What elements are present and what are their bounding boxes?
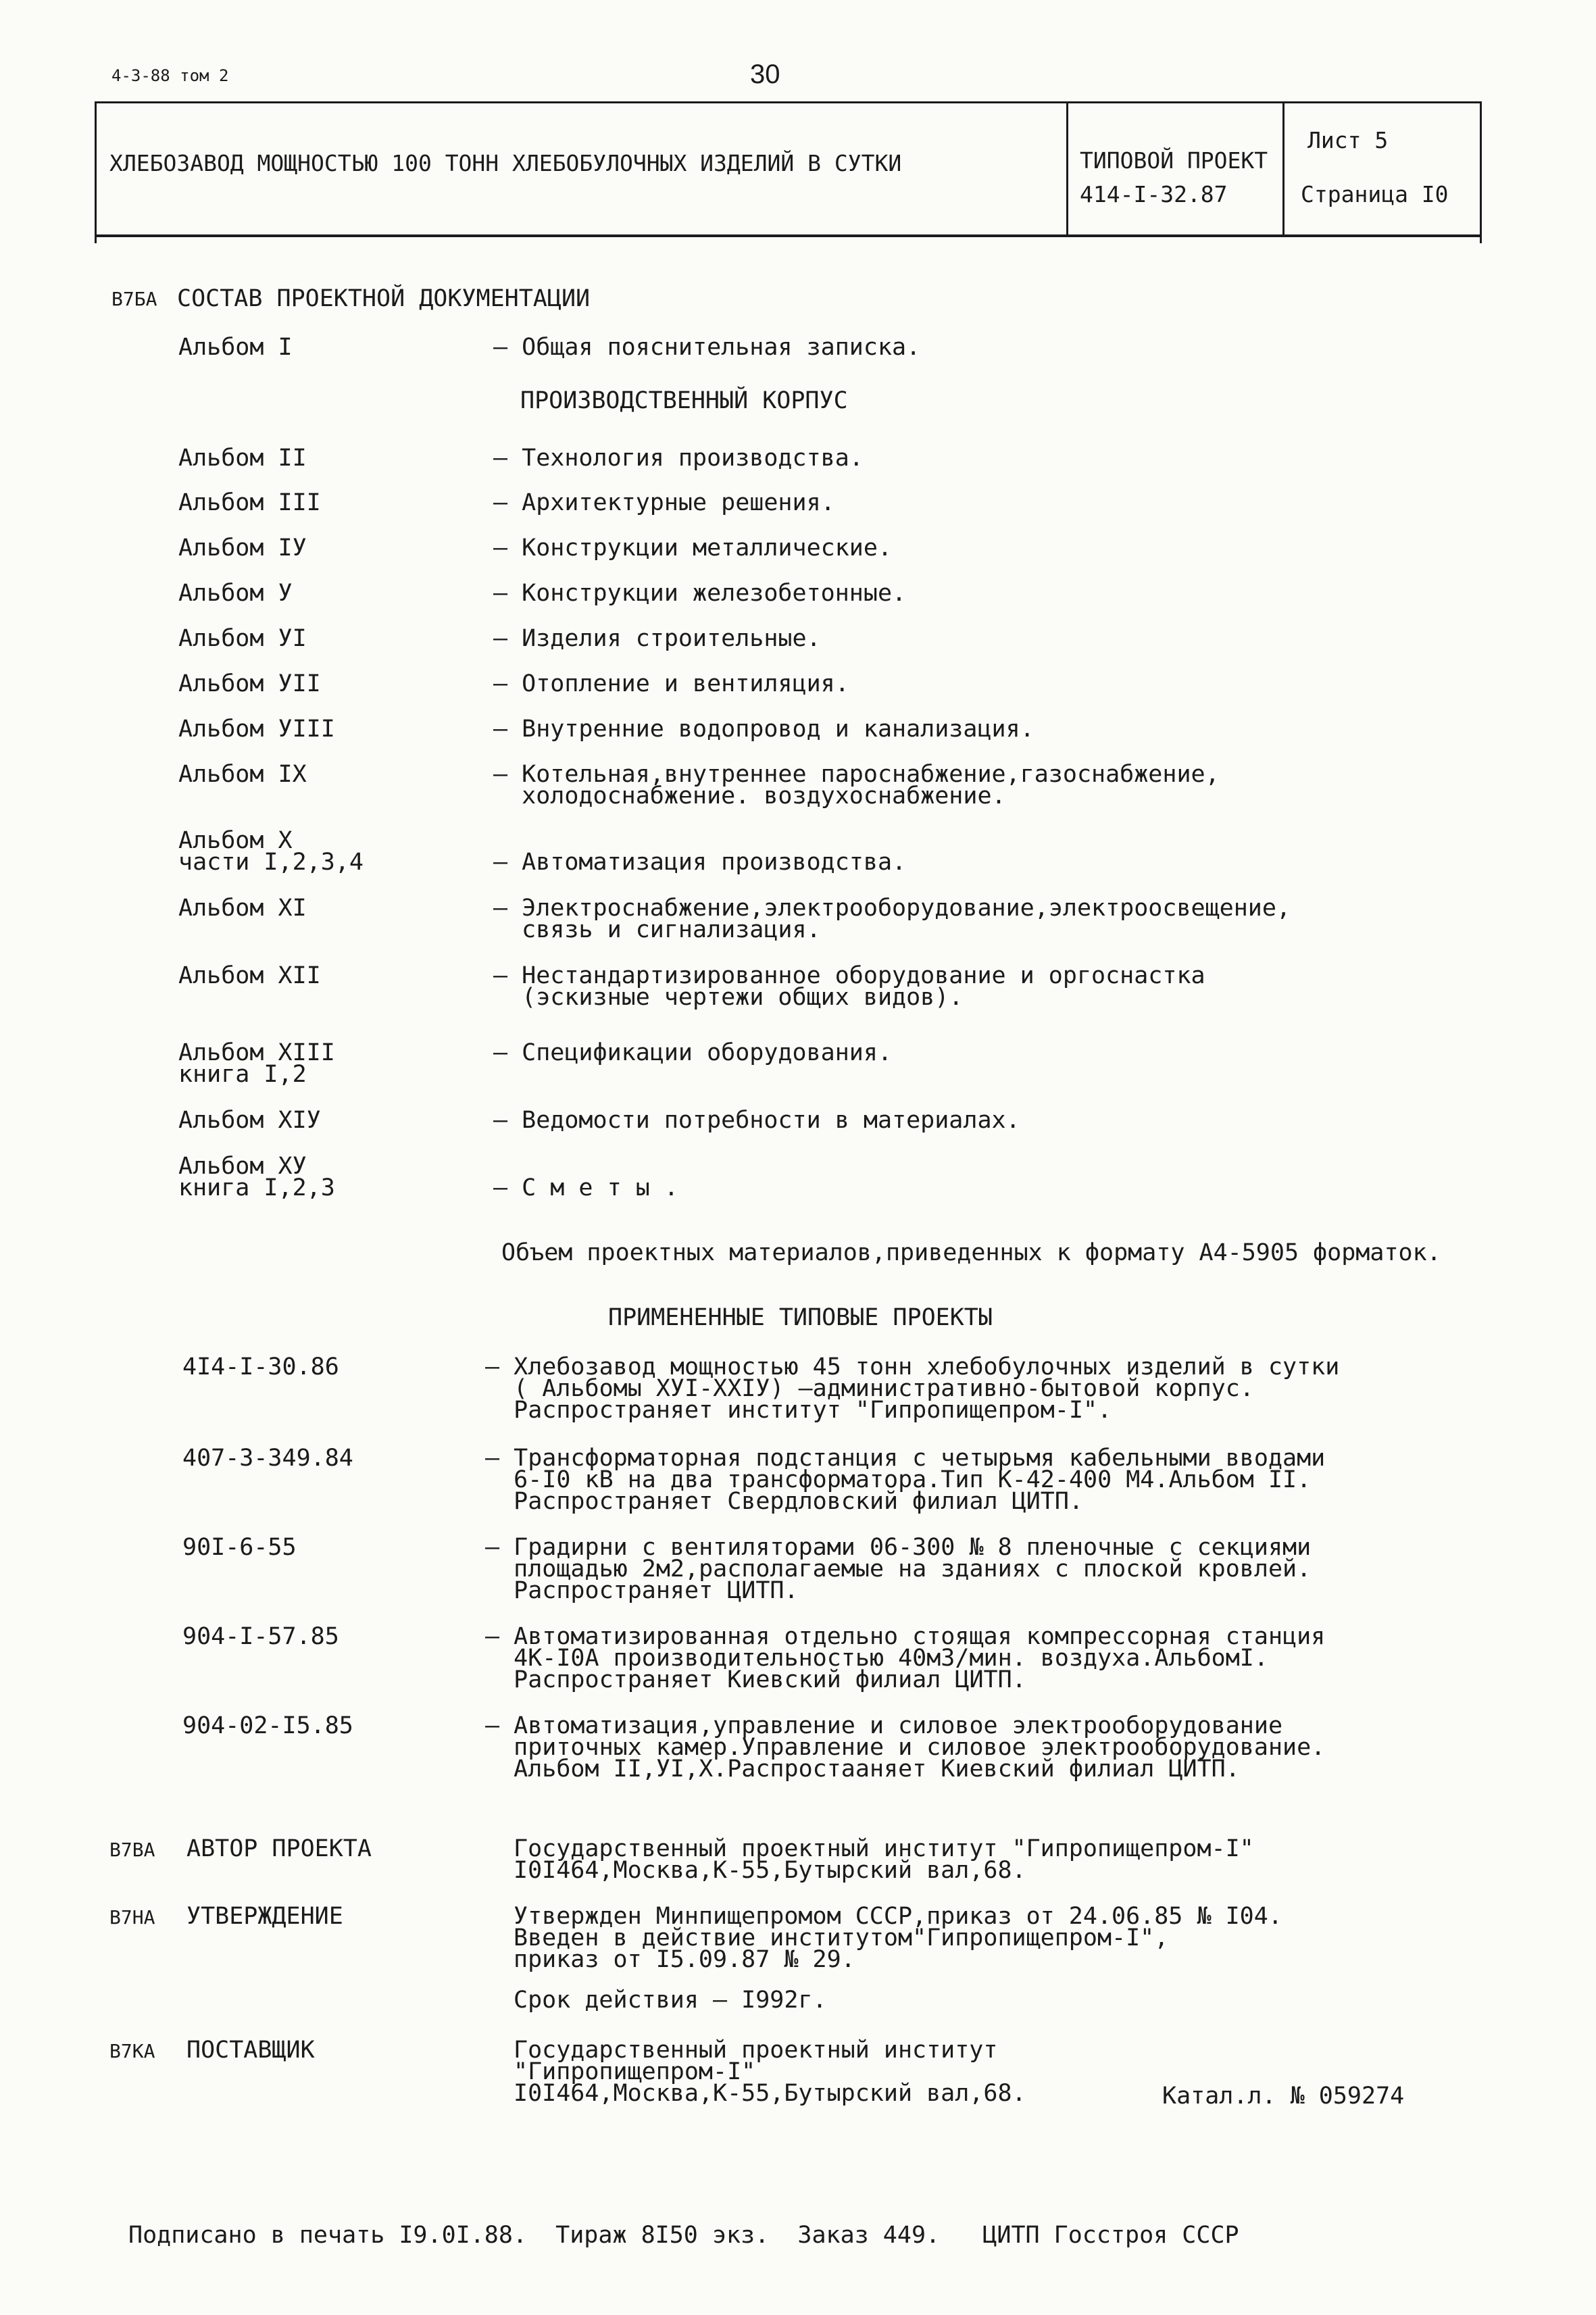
- project-label: ТИПОВОЙ ПРОЕКТ: [1080, 147, 1268, 174]
- album-description: – Внутренние водопровод и канализация.: [493, 716, 1034, 743]
- author-text: Государственный проектный институт "Гипропищепром-I": [514, 1835, 1254, 1862]
- approval-text: Введен в действие институтом"Гипропищепром-I",: [514, 1924, 1169, 1951]
- project-code: 904-I-57.85: [182, 1623, 339, 1650]
- section-code: В7БА: [111, 288, 157, 310]
- supplier-text: "Гипропищепром-I": [514, 2058, 756, 2085]
- album-description: – Электроснабжение,электрооборудование,электроосвещение,: [493, 895, 1291, 922]
- project-description: 4К-I0А производительностью 40м3/мин. воздуха.АльбомI.: [485, 1645, 1268, 1672]
- album-description: – Автоматизация производства.: [493, 849, 907, 876]
- catalog-number: Катал.л. № 059274: [1162, 2083, 1405, 2110]
- album-description: – Общая пояснительная записка.: [493, 334, 921, 361]
- album-description: – Технология производства.: [493, 445, 864, 472]
- album-label: Альбом XIII: [178, 1039, 335, 1066]
- series-reference: 4-3-88 том 2: [111, 66, 229, 85]
- project-description: Распространяет Киевский филиал ЦИТП.: [485, 1666, 1026, 1693]
- author-code: В7ВА: [109, 1839, 155, 1861]
- album-description: – Котельная,внутреннее пароснабжение,газоснабжение,: [493, 761, 1220, 788]
- supplier-label: ПОСТАВЩИК: [186, 2037, 315, 2064]
- supplier-text: Государственный проектный институт: [514, 2037, 998, 2064]
- album-label: Альбом IX: [178, 761, 307, 788]
- page-label: Страница I0: [1301, 181, 1449, 207]
- project-description: ( Альбомы ХУI-ХХIУ) –административно-бытовой корпус.: [485, 1375, 1254, 1402]
- project-description: – Хлебозавод мощностью 45 тонн хлебобулочных изделий в сутки: [485, 1353, 1340, 1380]
- supplier-code: В7КА: [109, 2040, 155, 2062]
- album-label: Альбом II: [178, 445, 307, 472]
- approval-code: В7НА: [109, 1906, 155, 1928]
- album-description: – Ведомости потребности в материалах.: [493, 1107, 1020, 1134]
- volume-note: Объем проектных материалов,приведенных к формату А4-5905 форматок.: [501, 1239, 1441, 1266]
- section-heading: СОСТАВ ПРОЕКТНОЙ ДОКУМЕНТАЦИИ: [177, 285, 591, 312]
- print-footer: Подписано в печать I9.0I.88. Тираж 8I50 экз. Заказ 449. ЦИТП Госстроя СССР: [128, 2222, 1239, 2249]
- album-label: книга I,2,3: [178, 1174, 335, 1201]
- album-description: – Изделия строительные.: [493, 625, 821, 652]
- project-description: Альбом II,УI,Х.Распростааняет Киевский филиал ЦИТП.: [485, 1756, 1240, 1783]
- album-label: книга I,2: [178, 1061, 307, 1088]
- project-description: Распространяет ЦИТП.: [485, 1577, 799, 1604]
- album-label: Альбом I: [178, 334, 293, 361]
- project-description: Распространяет институт "Гипропищепром-I".: [485, 1397, 1112, 1424]
- applied-projects-heading: ПРИМЕНЕННЫЕ ТИПОВЫЕ ПРОЕКТЫ: [608, 1304, 993, 1331]
- album-label: Альбом УIII: [178, 716, 335, 743]
- document-title: ХЛЕБОЗАВОД МОЩНОСТЬЮ 100 ТОНН ХЛЕБОБУЛОЧНЫХ ИЗДЕЛИЙ В СУТКИ: [109, 150, 902, 176]
- album-label: Альбом XII: [178, 962, 321, 989]
- project-code: 407-3-349.84: [182, 1445, 353, 1472]
- album-label: Альбом III: [178, 489, 321, 516]
- project-description: – Автоматизация,управление и силовое электрооборудование: [485, 1712, 1283, 1739]
- album-label: Альбом IУ: [178, 534, 307, 562]
- album-description: холодоснабжение. воздухоснабжение.: [493, 782, 1006, 810]
- project-description: Распространяет Свердловский филиал ЦИТП.: [485, 1488, 1084, 1515]
- validity-period: Срок действия – I992г.: [514, 1987, 827, 2014]
- album-label: Альбом УI: [178, 625, 307, 652]
- project-description: 6-I0 кВ на два трансформатора.Тип К-42-400 М4.Альбом II.: [485, 1466, 1312, 1493]
- project-description: – Трансформаторная подстанция с четырьмя кабельными вводами: [485, 1445, 1326, 1472]
- approval-text: Утвержден Минпищепромом СССР,приказ от 24.06.85 № I04.: [514, 1903, 1282, 1930]
- album-label: Альбом XI: [178, 895, 307, 922]
- author-label: АВТОР ПРОЕКТА: [186, 1835, 372, 1862]
- project-description: – Градирни с вентиляторами 06-300 № 8 пленочные с секциями: [485, 1534, 1312, 1561]
- album-label: Альбом УII: [178, 670, 321, 697]
- album-description: – Нестандартизированное оборудование и оргоснастка: [493, 962, 1205, 989]
- album-label: Альбом У: [178, 580, 293, 607]
- album-description: (эскизные чертежи общих видов).: [493, 984, 964, 1011]
- album-label: Альбом X: [178, 827, 293, 854]
- project-description: приточных камер.Управление и силовое электрооборудование.: [485, 1734, 1326, 1761]
- album-label: части I,2,3,4: [178, 849, 364, 876]
- album-description: – Архитектурные решения.: [493, 489, 835, 516]
- album-label: Альбом XУ: [178, 1153, 307, 1180]
- project-description: – Автоматизированная отдельно стоящая компрессорная станция: [485, 1623, 1326, 1650]
- project-code: 904-02-I5.85: [182, 1712, 353, 1739]
- approval-label: УТВЕРЖДЕНИЕ: [186, 1903, 343, 1930]
- sheet-number: Лист 5: [1307, 127, 1389, 153]
- album-description: связь и сигнализация.: [493, 916, 821, 943]
- project-code: 90I-6-55: [182, 1534, 297, 1561]
- approval-text: приказ от I5.09.87 № 29.: [514, 1946, 855, 1973]
- page-number: 30: [750, 59, 780, 89]
- supplier-text: I0I464,Москва,К-55,Бутырский вал,68.: [514, 2080, 1026, 2107]
- project-description: площадью 2м2,располагаемые на зданиях с плоской кровлей.: [485, 1555, 1312, 1583]
- album-description: – Конструкции железобетонные.: [493, 580, 907, 607]
- album-description: – Спецификации оборудования.: [493, 1039, 893, 1066]
- subsection-heading: ПРОИЗВОДСТВЕННЫЙ КОРПУС: [520, 387, 848, 414]
- author-text: I0I464,Москва,К-55,Бутырский вал,68.: [514, 1857, 1026, 1884]
- album-description: – Отопление и вентиляция.: [493, 670, 849, 697]
- album-description: – Конструкции металлические.: [493, 534, 893, 562]
- album-description: – С м е т ы .: [493, 1174, 678, 1201]
- project-code: 4I4-I-30.86: [182, 1353, 339, 1380]
- project-number: 414-I-32.87: [1080, 181, 1228, 207]
- album-label: Альбом XIУ: [178, 1107, 321, 1134]
